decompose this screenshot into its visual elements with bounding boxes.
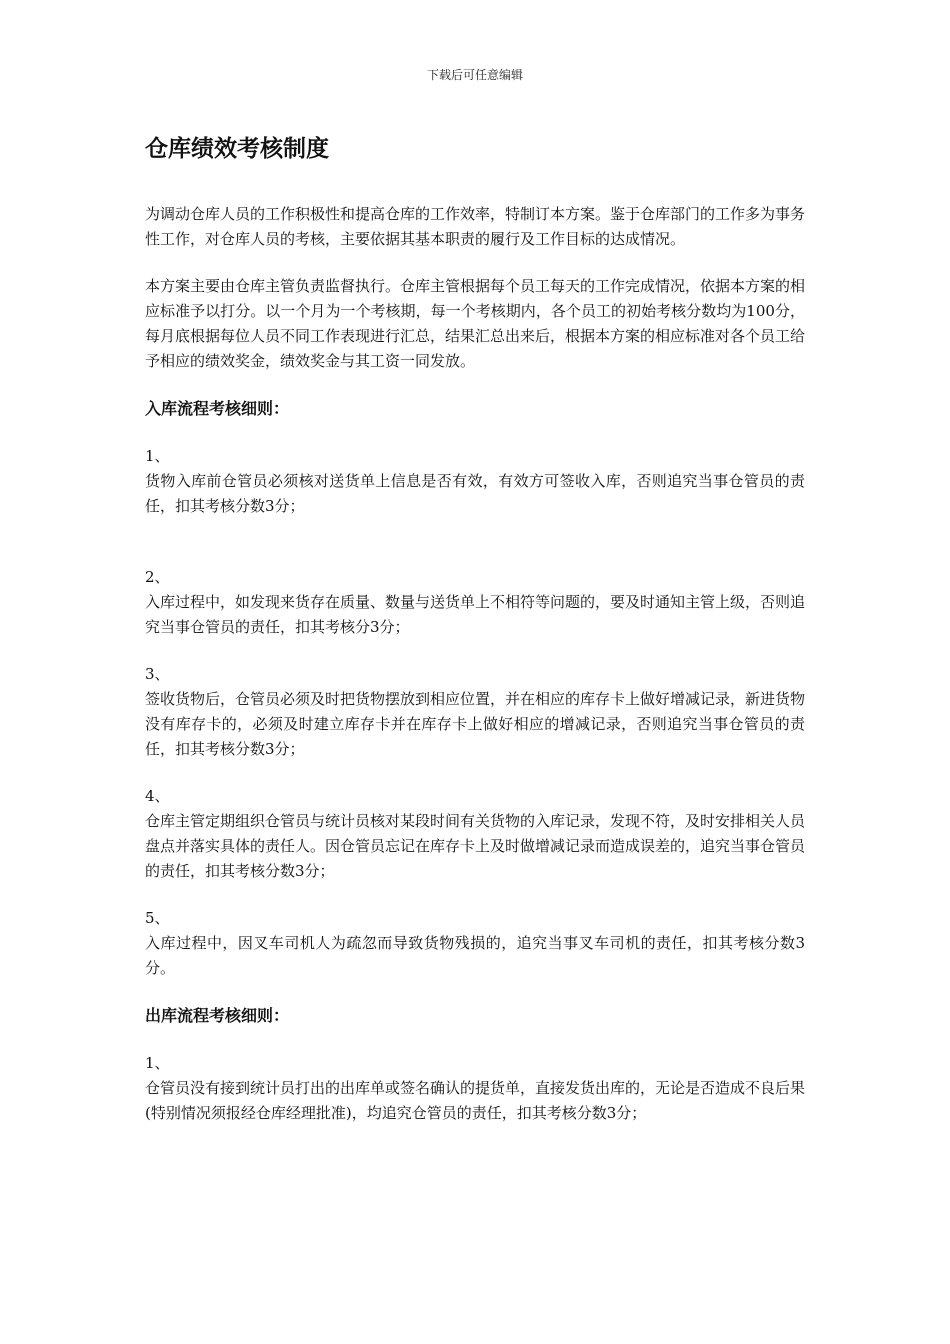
outbound-rule-number: 1、 bbox=[145, 1054, 170, 1072]
outbound-rule-text: 仓管员没有接到统计员打出的出库单或签名确认的提货单，直接发货出库的，无论是否造成不良后果(特别情况须报经仓库经理批准)，均追究仓管员的责任，扣其考核分数3分； bbox=[145, 1079, 806, 1122]
inbound-rule-item bbox=[145, 662, 805, 762]
inbound-rule-number: 4、 bbox=[145, 787, 170, 805]
document-body bbox=[145, 132, 805, 1148]
inbound-rule-text: 入库过程中，如发现来货存在质量、数量与送货单上不相符等问题的，要及时通知主管上级，否则追究当事仓管员的责任，扣其考核分3分； bbox=[145, 593, 806, 636]
inbound-rule-text: 仓库主管定期组织仓管员与统计员核对某段时间有关货物的入库记录，发现不符，及时安排相关人员盘点并落实具体的责任人。因仓管员忘记在库存卡上及时做增减记录而造成误差的，追究当事仓管员的责任，扣其考核分数3分； bbox=[145, 812, 806, 880]
outbound-rule-item bbox=[145, 1051, 805, 1126]
inbound-rule-item bbox=[145, 906, 805, 981]
inbound-rule-number: 2、 bbox=[145, 568, 170, 586]
inbound-rule-item bbox=[145, 565, 805, 640]
inbound-rule-number: 1、 bbox=[145, 447, 170, 465]
inbound-rule-number: 5、 bbox=[145, 909, 170, 927]
inbound-rule-number: 3、 bbox=[145, 665, 170, 683]
outbound-section-heading: 出库流程考核细则： bbox=[145, 1006, 290, 1025]
inbound-rule-item bbox=[145, 444, 805, 519]
inbound-rule-text: 签收货物后，仓管员必须及时把货物摆放到相应位置，并在相应的库存卡上做好增减记录，新进货物没有库存卡的，必须及时建立库存卡并在库存卡上做好相应的增减记录，否则追究当事仓管员的责任，扣其考核分数3分； bbox=[145, 690, 806, 758]
intro-paragraph-2: 本方案主要由仓库主管负责监督执行。仓库主管根据每个员工每天的工作完成情况，依据本方案的相应标准予以打分。以一个月为一个考核期，每一个考核期内，各个员工的初始考核分数均为100分，每月底根据每位人员不同工作表现进行汇总，结果汇总出来后，根据本方案的相应标准对各个员工给予相应的绩效奖金，绩效奖金与其工资一同发放。 bbox=[145, 277, 806, 370]
inbound-rule-item bbox=[145, 784, 805, 884]
document-title: 仓库绩效考核制度 bbox=[145, 136, 329, 162]
header-note: 下载后可任意编辑 bbox=[426, 68, 523, 82]
inbound-section-heading: 入库流程考核细则： bbox=[145, 399, 290, 418]
inbound-rule-text: 入库过程中，因叉车司机人为疏忽而导致货物残损的，追究当事叉车司机的责任，扣其考核分数3分。 bbox=[145, 934, 805, 977]
intro-paragraph-1: 为调动仓库人员的工作积极性和提高仓库的工作效率，特制订本方案。鉴于仓库部门的工作多为事务性工作，对仓库人员的考核，主要依据其基本职责的履行及工作目标的达成情况。 bbox=[145, 205, 806, 248]
inbound-rule-text: 货物入库前仓管员必须核对送货单上信息是否有效，有效方可签收入库，否则追究当事仓管员的责任，扣其考核分数3分； bbox=[145, 472, 805, 515]
